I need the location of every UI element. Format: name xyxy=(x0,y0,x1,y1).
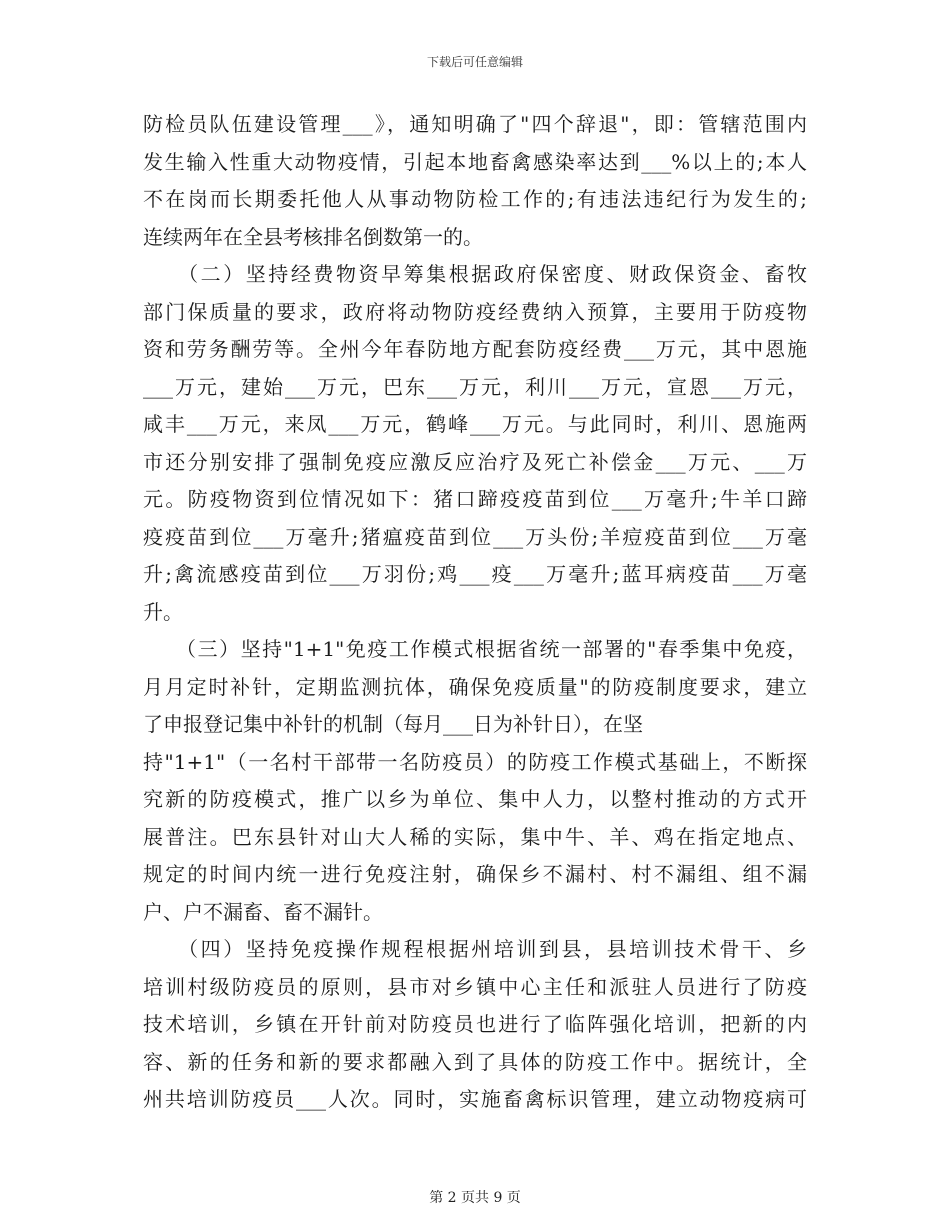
paragraph-1 xyxy=(143,106,807,256)
text-line: 部门保质量的要求，政府将动物防疫经费纳入预算，主要用于防疫物 xyxy=(143,299,807,324)
text-line: （四）坚持免疫操作规程根据州培训到县，县培训技术骨干、乡 xyxy=(143,937,807,961)
text-line: 培训村级防疫员的原则，县市对乡镇中心主任和派驻人员进行了防疫 xyxy=(143,974,807,999)
text-line: （二）坚持经费物资早筹集根据政府保密度、财政保资金、畜牧 xyxy=(143,262,807,286)
text-line: 疫疫苗到位___万毫升;猪瘟疫苗到位___万头份;羊痘疫苗到位___万毫 xyxy=(143,524,807,549)
text-line: （三）坚持"1+1"免疫工作模式根据省统一部署的"春季集中免疫， xyxy=(143,637,807,661)
text-line: 资和劳务酬劳等。全州今年春防地方配套防疫经费___万元，其中恩施 xyxy=(143,337,807,361)
document-body xyxy=(143,106,807,1119)
text-line: 元。防疫物资到位情况如下：猪口蹄疫疫苗到位___万毫升;牛羊口蹄 xyxy=(143,487,807,511)
text-line: 月月定时补针，定期监测抗体，确保免疫质量"的防疫制度要求，建立 xyxy=(143,674,807,699)
paragraph-4 xyxy=(143,931,807,1119)
text-line: 技术培训，乡镇在开针前对防疫员也进行了临阵强化培训，把新的内 xyxy=(143,1012,807,1036)
text-line: 户、户不漏畜、畜不漏针。 xyxy=(143,899,383,924)
text-line: 容、新的任务和新的要求都融入到了具体的防疫工作中。据统计，全 xyxy=(143,1049,807,1074)
text-line: ___万元，建始___万元，巴东___万元，利川___万元，宣恩___万元， xyxy=(143,374,807,399)
text-line: 展普注。巴东县针对山大人稀的实际，集中牛、羊、鸡在指定地点、 xyxy=(143,824,807,849)
text-line: 连续两年在全县考核排名倒数第一的。 xyxy=(143,224,483,249)
text-line: 发生输入性重大动物疫情，引起本地畜禽感染率达到___%以上的;本人 xyxy=(143,149,807,174)
text-line: 防检员队伍建设管理___》，通知明确了"四个辞退"，即：管辖范围内 xyxy=(143,112,807,136)
page-number: 第 2 页共 9 页 xyxy=(429,1190,521,1206)
text-line: 不在岗而长期委托他人从事动物防检工作的;有违法违纪行为发生的; xyxy=(143,187,807,211)
paragraph-3 xyxy=(143,631,807,931)
text-line: 咸丰___万元，来凤___万元，鹤峰___万元。与此同时，利川、恩施两 xyxy=(143,412,807,436)
text-line: 升;禽流感疫苗到位___万羽份;鸡___疫___万毫升;蓝耳病疫苗___万毫 xyxy=(143,562,807,586)
paragraph-2 xyxy=(143,256,807,631)
text-line: 市还分别安排了强制免疫应激反应治疗及死亡补偿金___万元、___万 xyxy=(143,449,807,474)
page-header: 下载后可任意编辑 xyxy=(426,55,523,69)
text-line: 规定的时间内统一进行免疫注射，确保乡不漏村、村不漏组、组不漏 xyxy=(143,862,807,886)
text-line: 持"1+1"（一名村干部带一名防疫员）的防疫工作模式基础上，不断探 xyxy=(143,749,807,774)
text-line: 州共培训防疫员___人次。同时，实施畜禽标识管理，建立动物疫病可 xyxy=(143,1087,807,1111)
text-line: 了申报登记集中补针的机制（每月___日为补针日），在坚 xyxy=(143,712,643,736)
text-line: 升。 xyxy=(143,599,183,624)
text-line: 究新的防疫模式，推广以乡为单位、集中人力，以整村推动的方式开 xyxy=(143,787,807,811)
